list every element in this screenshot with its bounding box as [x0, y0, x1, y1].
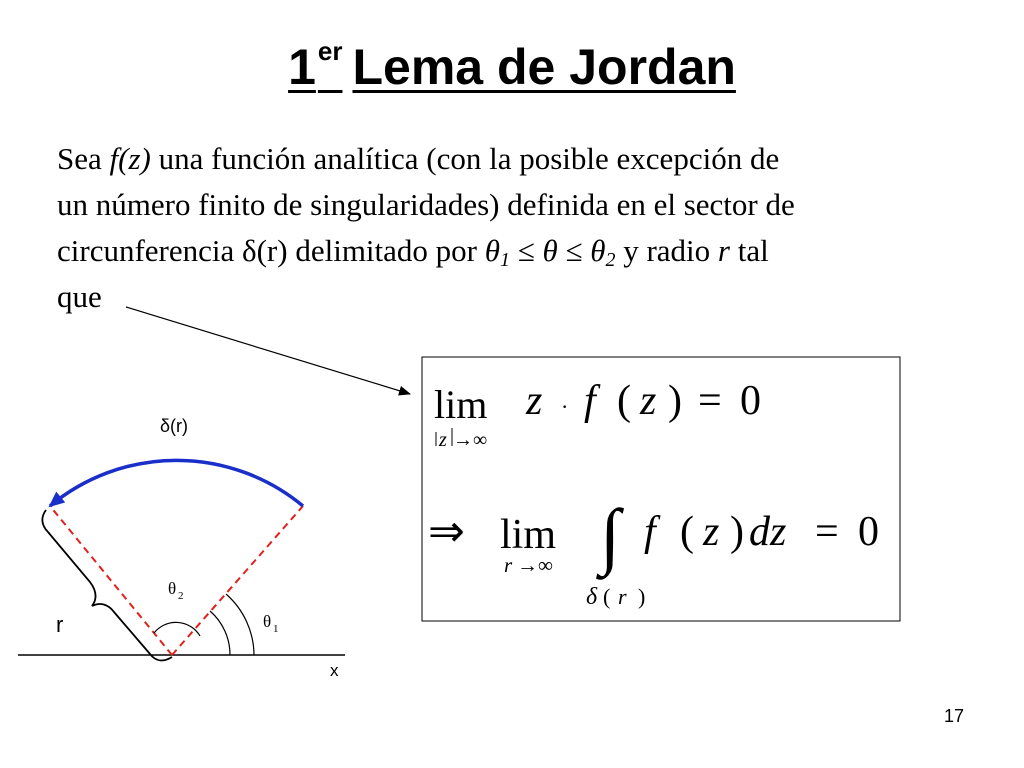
formula-limit-1	[434, 378, 761, 451]
theta-sub-1: 1	[499, 249, 510, 271]
eq1-zero: 0	[740, 378, 761, 424]
eq2-dz: dz	[749, 509, 787, 555]
eq2-rparen: )	[730, 509, 744, 555]
lim-text: lim	[500, 512, 557, 558]
statement-line-4: que	[57, 279, 102, 314]
text-tal: tal	[730, 233, 769, 268]
theta2-label: θ	[168, 579, 177, 598]
integral-domain-r: r	[618, 584, 627, 609]
theta-symbol: θ	[542, 233, 558, 268]
title-main: Lema de Jordan	[352, 39, 736, 95]
eq1-lparen: (	[617, 378, 631, 424]
cond-arrow-infinity: →∞	[453, 429, 488, 451]
text-line1-rest: una función analítica (con la posible excepción de	[150, 141, 780, 176]
integral-domain-delta: δ	[586, 584, 598, 610]
le-symbol: ≤	[557, 233, 591, 268]
theta2-sub: 2	[178, 590, 184, 602]
statement-line-2: un número finito de singularidades) definida en el sector de	[57, 187, 795, 222]
text-fz: f(z)	[109, 141, 151, 176]
theta-sub-2: 2	[605, 249, 616, 271]
title-number: 1	[288, 39, 316, 95]
integral-domain-rparen: )	[638, 584, 646, 609]
eq2-arg-z: z	[703, 509, 720, 555]
r-symbol: r	[717, 233, 730, 268]
angle-arc-theta1	[210, 611, 230, 655]
text-line3-start: circunferencia δ(r) delimitado por	[57, 233, 485, 268]
radius-label: r	[56, 612, 64, 637]
page-number: 17	[943, 706, 964, 726]
arc-label: δ(r)	[160, 416, 189, 436]
eq1-rparen: )	[668, 378, 682, 424]
radius-brace	[42, 510, 172, 660]
sector-diagram	[18, 416, 345, 680]
formula-limit-2	[428, 495, 879, 610]
text-sea: Sea	[57, 141, 110, 176]
pointer-arrow	[126, 307, 410, 394]
eq1-dot: ·	[561, 394, 569, 419]
x-axis-label: x	[330, 661, 339, 680]
angle-arc-theta1-outer	[226, 594, 254, 655]
cond-z: z	[439, 429, 447, 451]
eq1-z: z	[526, 378, 543, 424]
integral-sign: ∫	[600, 495, 621, 577]
lim-text: lim	[434, 382, 488, 427]
angle-arc-theta2	[154, 622, 200, 636]
eq2-f: f	[644, 509, 656, 555]
theta1-label: θ	[263, 612, 272, 631]
title-superscript: er	[317, 36, 343, 66]
theta-symbol: θ	[484, 233, 500, 268]
cond-arrow-infinity: →∞	[517, 553, 553, 577]
radius-theta1	[172, 506, 303, 655]
le-symbol: ≤	[509, 233, 543, 268]
integral-domain-lparen: (	[603, 584, 611, 609]
arc-delta-r	[50, 460, 303, 506]
text-y-radio: y radio	[615, 233, 718, 268]
eq1-equals: =	[698, 378, 722, 424]
formula-box	[422, 357, 900, 621]
eq2-equals: =	[815, 509, 839, 555]
eq1-arg-z: z	[640, 378, 657, 424]
eq2-lparen: (	[680, 509, 694, 555]
eq2-zero: 0	[858, 509, 879, 555]
implies-arrow: ⇒	[428, 507, 465, 556]
theta1-sub: 1	[273, 623, 279, 635]
theta-symbol: θ	[590, 233, 606, 268]
cond-r: r	[504, 553, 513, 577]
eq1-f: f	[584, 378, 596, 424]
